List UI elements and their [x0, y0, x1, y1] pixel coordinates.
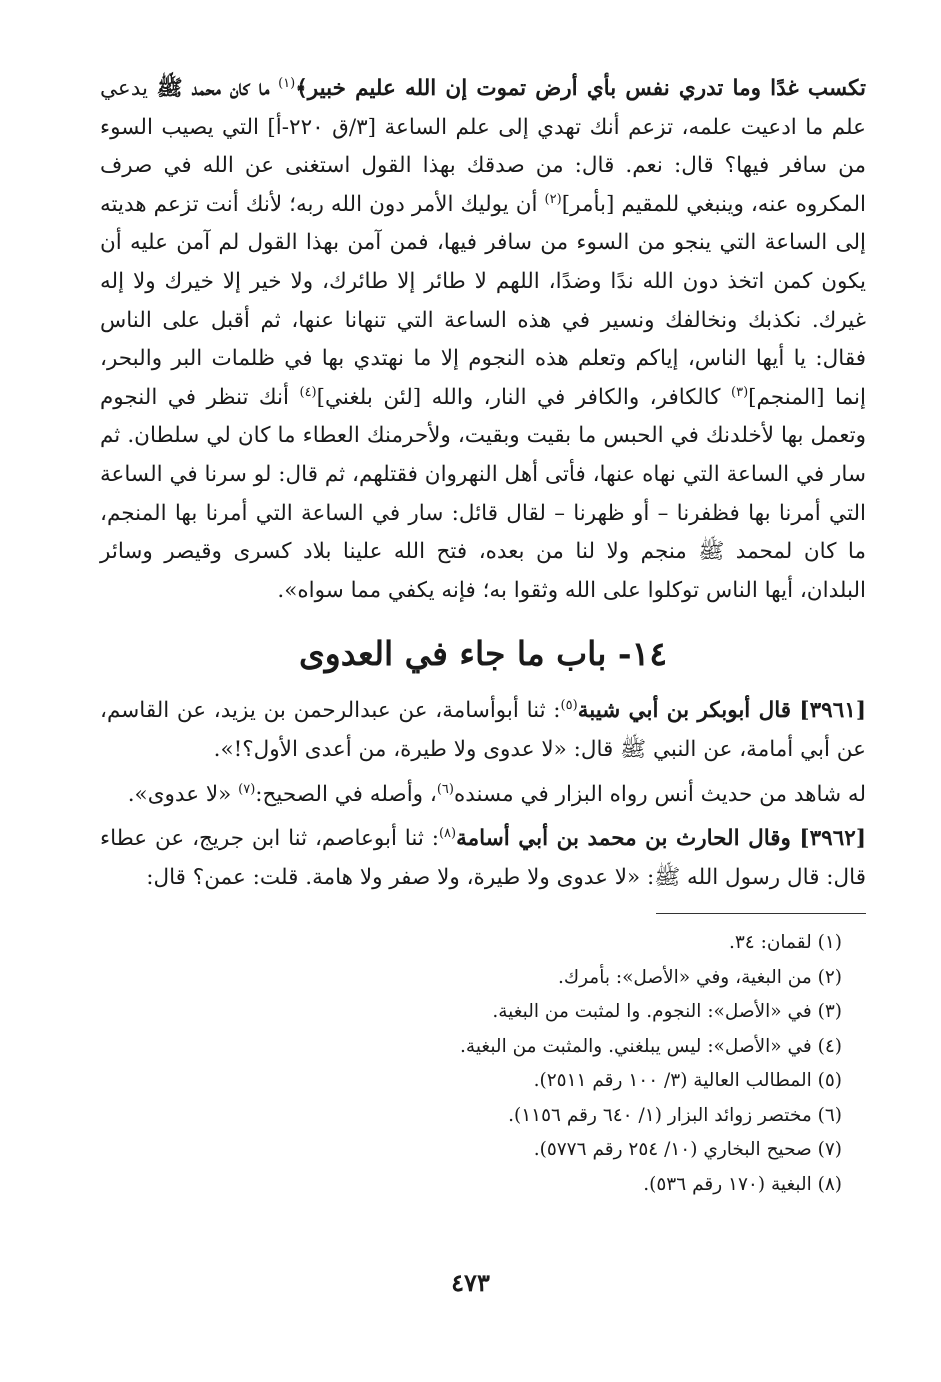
- footnote-7: (٧) صحيح البخاري (١٠/ ٢٥٤ رقم ٥٧٧٦).: [533, 1139, 842, 1161]
- intro-paragraph: [100, 70, 866, 610]
- footnotes-list: [100, 926, 866, 1202]
- footnote-3: (٣) في «الأصل»: النجوم. وا لمثبت من البغية.: [492, 1001, 842, 1023]
- footnote-ref-7[interactable]: (٧): [238, 781, 256, 797]
- intro-text-1: يدعي علم ما ادعيت علمه، تزعم أنك تهدي إلى علم الساعة [٣/ق ٢٢٠-أ] التي يصيب السوء من سافر فيها؟ قال: نعم. قال: من صدقك بهذا القول استغنى عن الله في صرف المكروه عنه، وينبغي للمقيم [بأمر]: [100, 76, 866, 217]
- footnote-ref-1[interactable]: (١): [278, 75, 296, 91]
- hadith-3962-text: : ثنا أبوعاصم، ثنا ابن جريج، عن عطاء قال: قال رسول الله ﷺ: «لا عدوى ولا طيرة، ولا صفر ولا هامة. قلت: عمن؟ قال:: [100, 826, 866, 890]
- footnote-2: (٢) من البغية، وفي «الأصل»: بأمرك.: [557, 966, 842, 988]
- hadith-3961: [100, 692, 866, 769]
- prophet-phrase: ما كان محمد ﷺ: [156, 76, 270, 101]
- hadith-3961-text: : ثنا أبوأسامة، عن عبدالرحمن بن يزيد، عن القاسم، عن أبي أمامة، عن النبي ﷺ قال: «لا عدوى ولا طيرة، من أعدى الأول؟!».: [100, 698, 866, 762]
- footnote-ref-4[interactable]: (٤): [299, 384, 317, 400]
- footnote-ref-6[interactable]: (٦): [436, 781, 454, 797]
- hadith-3961-note: [100, 776, 866, 815]
- intro-text-3: كالكافر، والكافر في النار، والله [لئن بلغني]: [316, 384, 732, 410]
- note-text-a: له شاهد من حديث أنس رواه البزار في مسنده: [453, 781, 866, 807]
- footnote-divider: [656, 913, 866, 914]
- footnote-ref-3[interactable]: (٣): [731, 384, 749, 400]
- page-body: [100, 70, 866, 1202]
- footnote-ref-2[interactable]: (٢): [544, 191, 562, 207]
- note-text-c: «لا عدوى».: [127, 781, 239, 807]
- hadith-3962: [100, 820, 866, 897]
- hadith-3961-number: [٣٩٦١] قال أبوبكر بن أبي شيبة: [577, 698, 866, 724]
- intro-text-2: أن يوليك الأمر دون الله ربه؛ لأنك أنت تزعم هديته إلى الساعة التي ينجو من السوء من سافر فيها، فمن آمن بهذا القول لم آمن عليه أن يكون كمن اتخذ دون الله ندًا وضدًا، اللهم لا طائر إلا طائرك، ولا خير إلا خيرك ولا إله غيرك. نكذبك ونخالفك ونسير في هذه الساعة التي تنهانا عنها، ثم أقبل على الناس فقال: يا أيها الناس، إياكم وتعلم هذه النجوم إلا ما نهتدي بها في ظلمات البر والبحر، إنما [المنجم]: [100, 191, 866, 410]
- chapter-heading: ١٤- باب ما جاء في العدوى: [298, 634, 668, 674]
- footnote-5: (٥) المطالب العالية (٣/ ١٠٠ رقم ٢٥١١).: [533, 1070, 842, 1092]
- footnote-8: (٨) البغية (١٧٠ رقم ٥٣٦).: [643, 1173, 842, 1195]
- footnote-ref-8[interactable]: (٨): [438, 825, 457, 841]
- quran-quote: تكسب غدًا وما تدري نفس بأي أرض تموت إن الله عليم خبير﴾: [295, 76, 867, 101]
- footnote-4: (٤) في «الأصل»: ليس يبلغني. والمثبت من البغية.: [460, 1035, 842, 1057]
- footnote-1: (١) لقمان: ٣٤.: [728, 932, 842, 954]
- hadith-3962-number: [٣٩٦٢] وقال الحارث بن محمد بن أبي أسامة: [456, 826, 866, 852]
- page-number: ٤٧٣: [451, 1268, 490, 1297]
- note-text-b: ، وأصله في الصحيح:: [255, 781, 437, 807]
- footnote-6: (٦) مختصر زوائد البزار (١/ ٦٤٠ رقم ١١٥٦).: [508, 1104, 842, 1126]
- footnote-ref-5[interactable]: (٥): [560, 698, 578, 714]
- intro-text-4: أنك تنظر في النجوم وتعمل بها لأخلدنك في الحبس ما بقيت وبقيت، ولأحرمنك العطاء ما كان لي سلطان. ثم سار في الساعة التي نهاه عنها، فأتى أهل النهروان فقتلهم، ثم قال: لو سرنا في الساعة التي أمرنا بها فظفرنا – أو ظهرنا – لقال قائل: سار في الساعة التي أمرنا بها المنجم، ما كان لمحمد ﷺ منجم ولا لنا من بعده، فتح الله علينا بلاد كسرى وقيصر وسائر البلدان، أيها الناس توكلوا على الله وثقوا به؛ فإنه يكفي مما سواه».: [100, 384, 866, 603]
